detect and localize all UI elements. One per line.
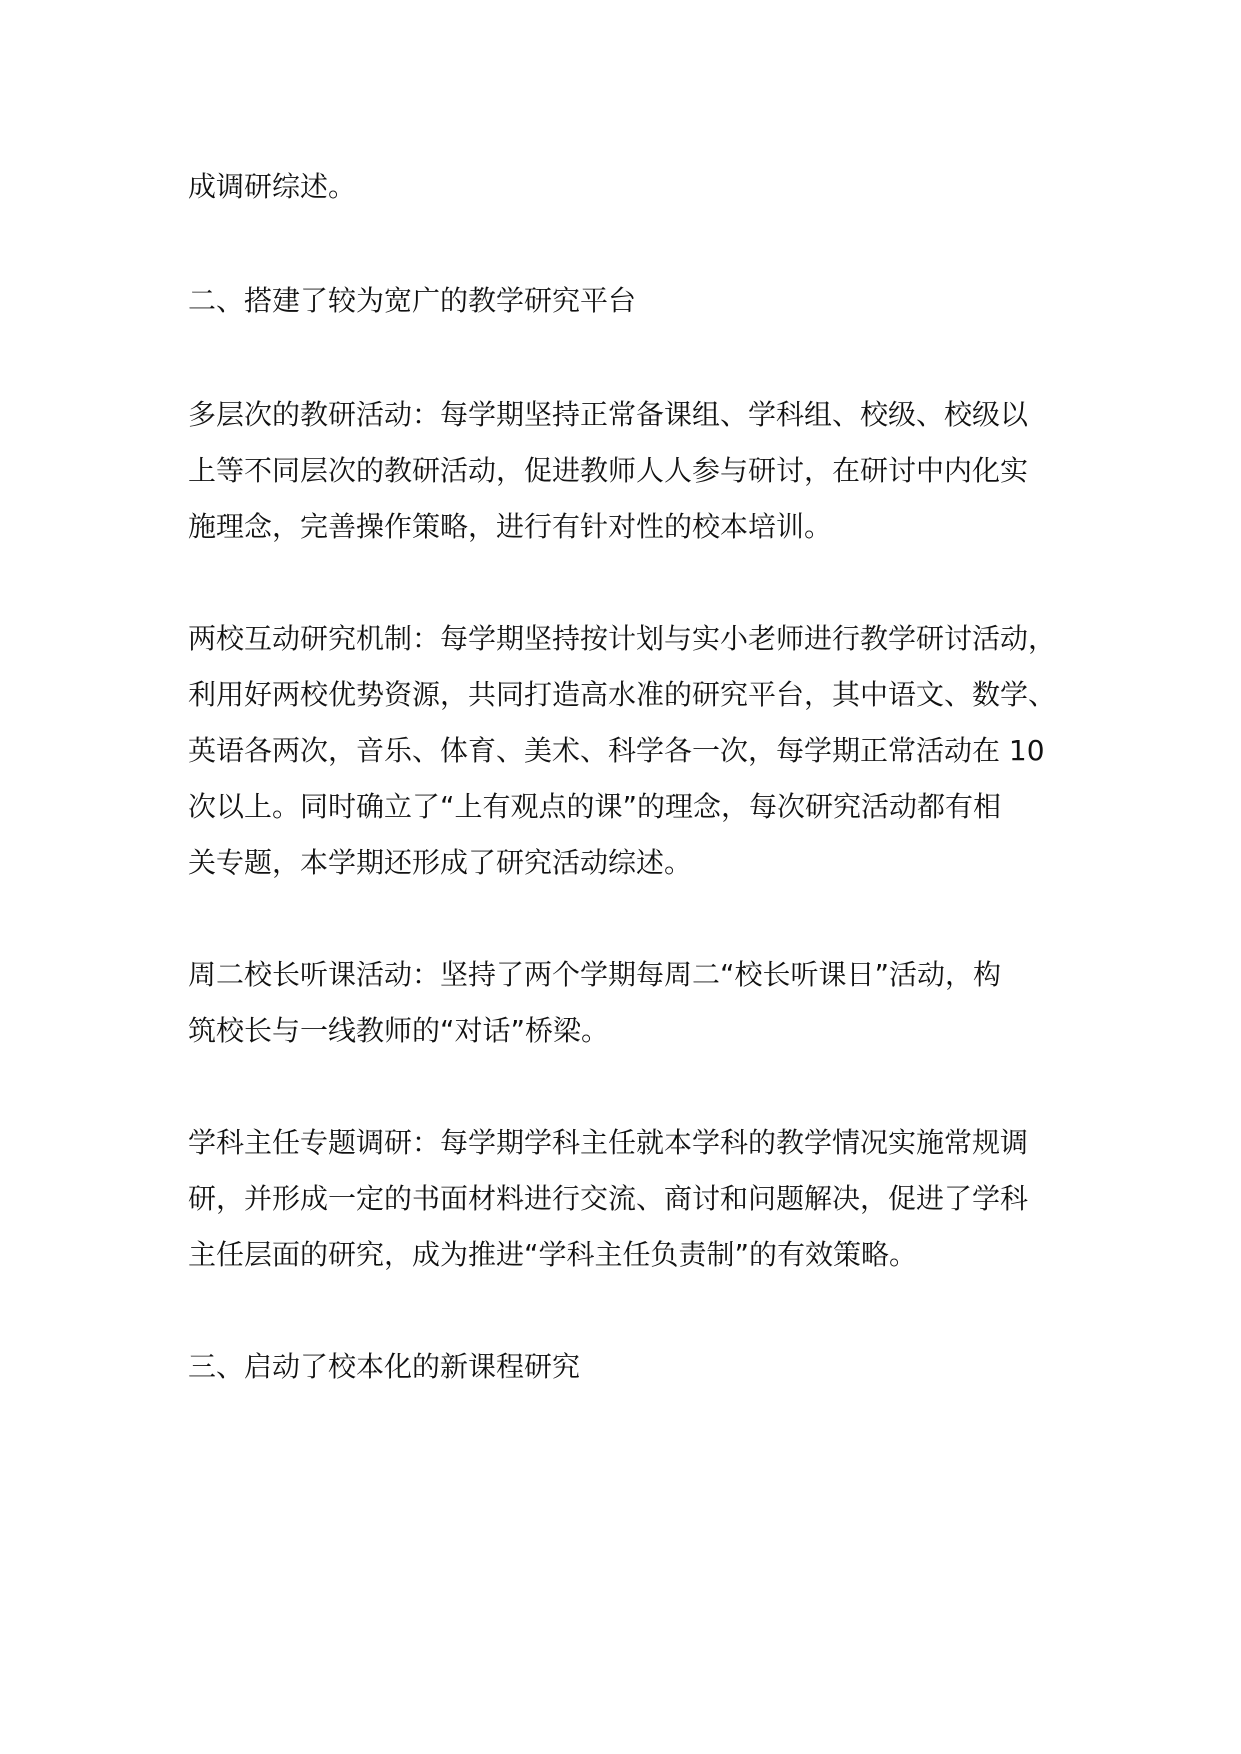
section-heading: 三、启动了校本化的新课程研究 <box>188 1350 581 1383</box>
text-line: 两校互动研究机制：每学期坚持按计划与实小老师进行教学研讨活动， <box>188 622 1057 655</box>
text-line: 利用好两校优势资源，共同打造高水准的研究平台，其中语文、数学、 <box>188 678 1057 711</box>
text-line: 次以上。同时确立了“上有观点的课”的理念，每次研究活动都有相 <box>188 790 1002 823</box>
text-line: 周二校长听课活动：坚持了两个学期每周二“校长听课日”活动，构 <box>188 958 1002 991</box>
text-line: 施理念，完善操作策略，进行有针对性的校本培训。 <box>188 510 833 543</box>
text-line: 上等不同层次的教研活动，促进教师人人参与研讨，在研讨中内化实 <box>188 454 1029 487</box>
text-line: 筑校长与一线教师的“对话”桥梁。 <box>188 1014 610 1047</box>
text-line: 学科主任专题调研：每学期学科主任就本学科的教学情况实施常规调 <box>188 1126 1029 1159</box>
text-line: 成调研综述。 <box>188 170 357 203</box>
text-line: 英语各两次，音乐、体育、美术、科学各一次，每学期正常活动在 10 <box>188 734 1045 767</box>
section-heading: 二、搭建了较为宽广的教学研究平台 <box>188 284 637 317</box>
text-line: 主任层面的研究，成为推进“学科主任负责制”的有效策略。 <box>188 1238 918 1271</box>
text-line: 研，并形成一定的书面材料进行交流、商讨和问题解决，促进了学科 <box>188 1182 1029 1215</box>
text-line: 关专题，本学期还形成了研究活动综述。 <box>188 846 693 879</box>
text-line: 多层次的教研活动：每学期坚持正常备课组、学科组、校级、校级以 <box>188 398 1029 431</box>
